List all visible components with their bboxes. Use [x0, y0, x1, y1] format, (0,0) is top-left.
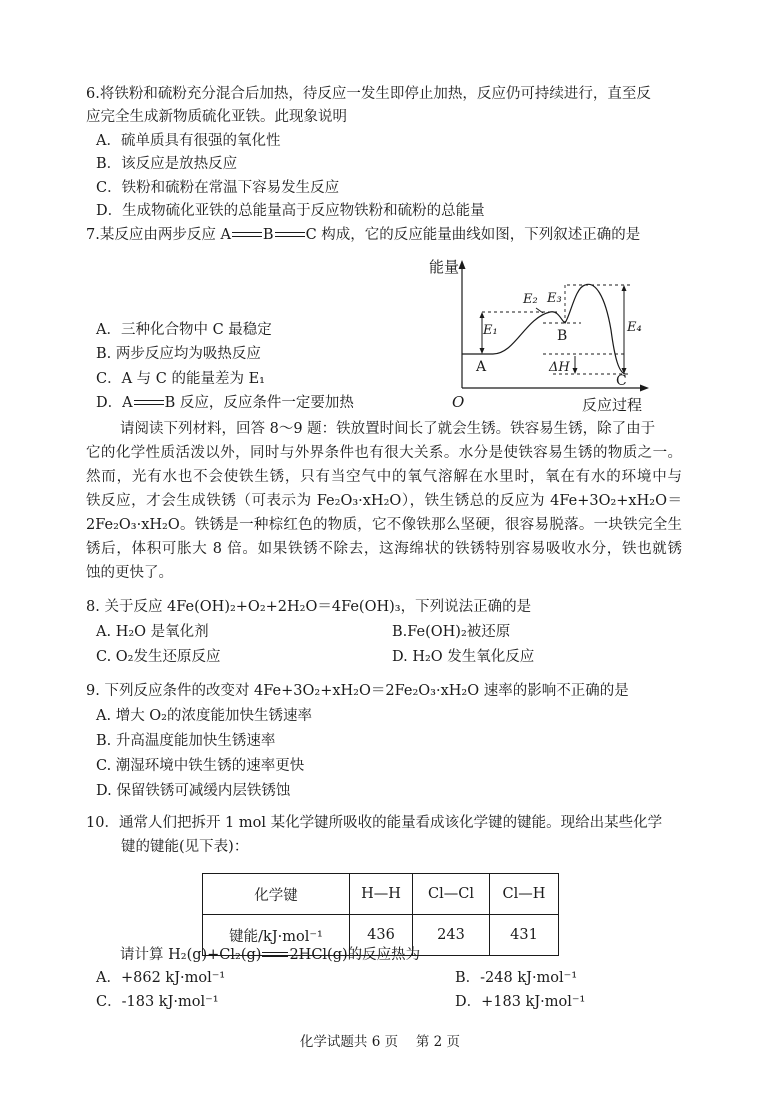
table-header-cell: 化学键: [203, 874, 350, 915]
q9-option-a: A. 增大 O₂的浓度能加快生锈速率: [96, 708, 312, 724]
q6-stem-line2: 应完全生成新物质硫化亚铁。此现象说明: [86, 109, 347, 125]
table-header-row: [203, 874, 559, 915]
equals-arrow-icon: [262, 951, 288, 959]
q8-option-d: D. H₂O 发生氧化反应: [392, 649, 535, 665]
q10-option-c: C．-183 kJ·mol⁻¹: [96, 994, 219, 1010]
equilibrium-arrow-icon: [134, 399, 164, 407]
e3-label: E₃: [547, 291, 562, 306]
q7-option-d: [96, 393, 354, 413]
passage-line6: 锈后，体积可胀大 8 倍。如果铁锈不除去，这海绵状的铁锈特别容易吸收水分，铁也就锈: [86, 541, 682, 557]
q7-stem-part-b: B: [262, 227, 274, 243]
table-cell: 436: [350, 915, 413, 956]
e1-label: E₁: [483, 323, 498, 338]
q6-option-d: D．生成物硫化亚铁的总能量高于反应物铁粉和硫粉的总能量: [96, 203, 485, 219]
passage-line4: 铁反应，才会生成铁锈（可表示为 Fe₂O₃·xH₂O），铁生锈总的反应为 4Fe+3O₂+xH₂O＝: [86, 493, 682, 509]
table-cell: 键能/kJ·mol⁻¹: [203, 915, 350, 956]
table-header-cell: Cl—H: [490, 874, 559, 915]
passage-line5: 2Fe₂O₃·xH₂O。铁锈是一种棕红色的物质，它不像铁那么坚硬，很容易脱落。一块铁完全生: [86, 517, 682, 533]
q10-option-b: B．-248 kJ·mol⁻¹: [455, 970, 578, 986]
table-cell: 243: [413, 915, 490, 956]
energy-diagram: [425, 250, 655, 416]
q6-stem-line1: 6.将铁粉和硫粉充分混合后加热，待反应一发生即停止加热，反应仍可持续进行，直至反: [86, 86, 651, 102]
q8-stem: 8. 关于反应 4Fe(OH)₂+O₂+2H₂O＝4Fe(OH)₃，下列说法正确的是: [86, 599, 532, 615]
q7-option-a: A．三种化合物中 C 最稳定: [96, 322, 272, 338]
diagram-ylabel: 能量: [429, 258, 460, 276]
q6-option-a: A．硫单质具有很强的氧化性: [96, 133, 281, 149]
q6-option-b: B．该反应是放热反应: [96, 156, 238, 172]
q8-option-a: A. H₂O 是氧化剂: [96, 624, 209, 640]
q7-stem-part-a: 7.某反应由两步反应 A: [86, 227, 231, 243]
q10-ask: [120, 945, 420, 965]
q8-option-c: C. O₂发生还原反应: [96, 649, 221, 665]
diagram-origin: O: [452, 393, 465, 411]
passage-line1: 请阅读下列材料，回答 8～9 题：铁放置时间长了就会生锈。铁容易生锈，除了由于: [120, 421, 656, 437]
equilibrium-arrow-icon: [232, 231, 262, 239]
q9-option-d: D. 保留铁锈可减缓内层铁锈蚀: [96, 783, 291, 799]
table-cell: 431: [490, 915, 559, 956]
passage-line2: 它的化学性质活泼以外，同时与外界条件也有很大关系。水分是使铁容易生锈的物质之一。: [86, 445, 682, 461]
q7-stem-part-c: C 构成，它的反应能量曲线如图，下列叙述正确的是: [305, 227, 641, 243]
e2-label: E₂: [523, 292, 538, 307]
q9-option-c: C. 潮湿环境中铁生锈的速率更快: [96, 758, 305, 774]
q9-stem: 9. 下列反应条件的改变对 4Fe+3O₂+xH₂O＝2Fe₂O₃·xH₂O 速率的影响不正确的是: [86, 683, 629, 699]
q10-option-a: A．+862 kJ·mol⁻¹: [96, 970, 226, 986]
q10-stem-line1: 10．通常人们把拆开 1 mol 某化学键所吸收的能量看成该化学键的键能。现给出某些化学: [86, 815, 663, 831]
q7-stem: [86, 225, 640, 245]
e4-label: E₄: [627, 320, 642, 335]
equilibrium-arrow-icon: [275, 231, 305, 239]
q9-option-b: B. 升高温度能加快生锈速率: [96, 733, 276, 749]
point-b-label: B: [557, 328, 568, 344]
q7-option-d-part-b: B 反应，反应条件一定要加热: [164, 395, 354, 411]
bond-energy-table: [202, 873, 559, 956]
y-axis-arrow-icon: [459, 260, 466, 269]
table-header-cell: Cl—Cl: [413, 874, 490, 915]
q10-ask-part-a: 请计算 H₂(g)+Cl₂(g): [120, 947, 262, 963]
q7-option-b: B. 两步反应均为吸热反应: [96, 346, 261, 362]
q8-option-b: B.Fe(OH)₂被还原: [392, 624, 511, 640]
q10-stem-line2: 键的键能(见下表)：: [121, 839, 249, 855]
q10-ask-part-b: 2HCl(g)的反应热为: [289, 947, 421, 963]
diagram-xlabel: 反应过程: [582, 396, 643, 414]
q7-option-d-part-a: D．A: [96, 395, 133, 411]
page-footer: 化学试题共 6 页 第 2 页: [299, 1034, 461, 1050]
x-axis-arrow-icon: [640, 385, 649, 392]
q6-option-c: C．铁粉和硫粉在常温下容易发生反应: [96, 180, 340, 196]
passage-line3: 然而，光有水也不会使铁生锈，只有当空气中的氧气溶解在水里时，氧在有水的环境中与: [86, 469, 682, 485]
table-header-cell: H—H: [350, 874, 413, 915]
q7-option-c: C．A 与 C 的能量差为 E₁: [96, 371, 265, 387]
point-c-label: C: [616, 373, 627, 389]
point-a-label: A: [476, 359, 487, 375]
passage-line7: 蚀的更快了。: [86, 565, 173, 581]
delta-h-label: ΔH: [549, 360, 570, 375]
q10-option-d: D．+183 kJ·mol⁻¹: [455, 994, 586, 1010]
